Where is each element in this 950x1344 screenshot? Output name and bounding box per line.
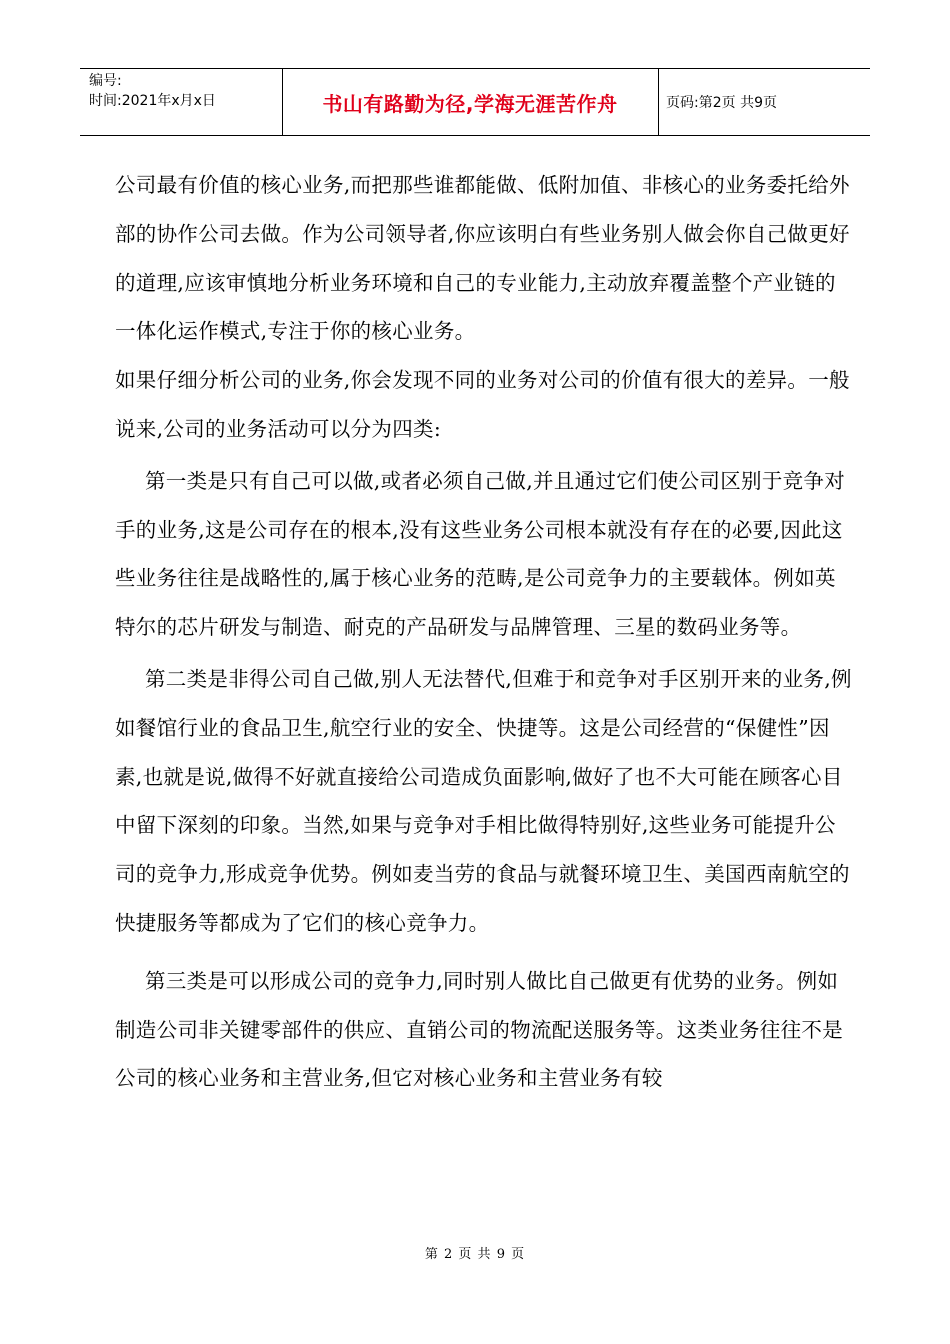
document-time-label: 时间:2021年x月x日 bbox=[89, 93, 216, 109]
header-divider-right bbox=[658, 69, 659, 135]
paragraph-category-three: 第三类是可以形成公司的竞争力,同时别人做比自己做更有优势的业务。例如制造公司非关键零部件的供应、直销公司的物流配送服务等。这类业务往往不是公司的核心业务和主营业务,但它对核心业务和主营业务有较 bbox=[115, 968, 843, 1091]
paragraph-intro: 如果仔细分析公司的业务,你会发现不同的业务对公司的价值有很大的差异。一般说来,公司的业务活动可以分为四类: bbox=[115, 368, 850, 441]
paragraph-category-two: 第二类是非得公司自己做,别人无法替代,但难于和竞争对手区别开来的业务,例如餐馆行业的食品卫生,航空行业的安全、快捷等。这是公司经营的“保健性”因素,也就是说,做得不好就直接给公司造成负面影响,做好了也不大可能在顾客心目中留下深刻的印象。当然,如果与竞争对手相比做得特别好,这些业务可能提升公司的竞争力,形成竞争优势。例如麦当劳的食品与就餐环境卫生、美国西南航空的快捷服务等都成为了它们的核心竞争力。 bbox=[115, 666, 852, 935]
paragraph-continuation: 公司最有价值的核心业务,而把那些谁都能做、低附加值、非核心的业务委托给外部的协作公司去做。作为公司领导者,你应该明白有些业务别人做会你自己做更好的道理,应该审慎地分析业务环境和自己的专业能力,主动放弃覆盖整个产业链的一体化运作模式,专注于你的核心业务。 bbox=[115, 173, 850, 344]
document-body bbox=[115, 161, 855, 1103]
document-number-label: 编号: bbox=[89, 73, 122, 89]
header-page-info: 页码:第2页 共9页 bbox=[666, 95, 777, 111]
paragraph-category-one: 第一类是只有自己可以做,或者必须自己做,并且通过它们使公司区别于竞争对手的业务,这是公司存在的根本,没有这些业务公司根本就没有存在的必要,因此这些业务往往是战略性的,属于核心业务的范畴,是公司竞争力的主要载体。例如英特尔的芯片研发与制造、耐克的产品研发与品牌管理、三星的数码业务等。 bbox=[115, 468, 846, 640]
header-meta bbox=[89, 71, 216, 111]
document-header bbox=[80, 68, 870, 136]
header-motto: 书山有路勤为径,学海无涯苦作舟 bbox=[322, 91, 618, 116]
page-footer: 第 2 页 共 9 页 bbox=[424, 1247, 526, 1262]
